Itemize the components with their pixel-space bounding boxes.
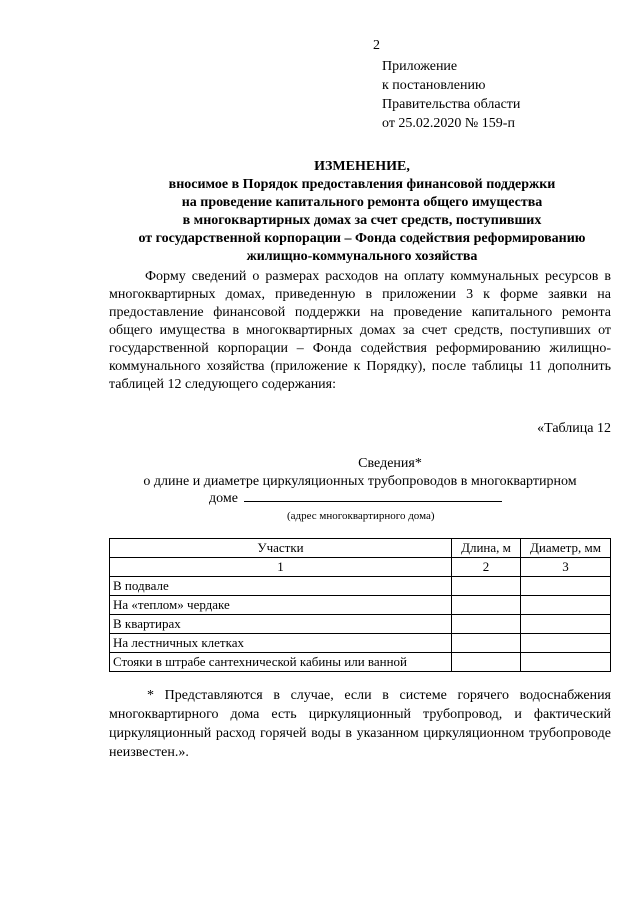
table-number-row (110, 558, 611, 577)
svedenia-title: Сведения* (358, 456, 422, 471)
heading-line: в многоквартирных домах за счет средств, поступивших (182, 213, 542, 228)
table-cell (521, 634, 611, 653)
svedenia-subtitle: о длине и диаметре циркуляционных трубопроводов в многоквартирном (143, 474, 577, 489)
heading-line: вносимое в Порядок предоставления финансовой поддержки (168, 177, 556, 192)
footnote: * Представляются в случае, если в системе горячего водоснабжения многоквартирного дома есть циркуляционный трубопровод, и фактический циркуляционный расход горячей воды в указанном циркуляционном трубопроводе неизвестен.». (109, 688, 611, 760)
doma-label: доме (209, 491, 238, 506)
address-line (209, 489, 502, 507)
table-cell (521, 615, 611, 634)
table-label: «Таблица 12 (537, 421, 611, 436)
table-number-cell: 2 (452, 558, 521, 577)
appendix-block (382, 57, 520, 133)
table-number-cell: 3 (521, 558, 611, 577)
table-cell (452, 596, 521, 615)
heading-line: от государственной корпорации – Фонда содействия реформированию (138, 231, 586, 246)
heading-line: жилищно-коммунального хозяйства (246, 249, 478, 264)
body-paragraph: Форму сведений о размерах расходов на оплату коммунальных ресурсов в многоквартирных домах, приведенную в приложении 3 к форме заявки на предоставление финансовой поддержки на проведение капитального ремонта общего имущества в многоквартирных домах за счет средств, поступивших от государственной корпорации – Фонда содействия реформированию жилищно-коммунального хозяйства (приложение к Порядку), после таблицы 11 дополнить таблицей 12 следующего содержания: (109, 269, 611, 392)
table-header-row (110, 539, 611, 558)
table-row (110, 577, 611, 596)
table-row (110, 615, 611, 634)
heading-line: на проведение капитального ремонта общего имущества (181, 195, 543, 210)
table-cell (452, 615, 521, 634)
appendix-line: Правительства области (382, 97, 521, 112)
table-cell: На лестничных клетках (110, 634, 452, 653)
table-row (110, 634, 611, 653)
page-number: 2 (373, 38, 380, 53)
table-row (110, 653, 611, 672)
document-heading (60, 158, 640, 266)
table-cell (452, 653, 521, 672)
table-cell (521, 596, 611, 615)
address-caption: (адрес многоквартирного дома) (287, 510, 435, 522)
address-blank (244, 489, 502, 502)
table-cell: На «теплом» чердаке (110, 596, 452, 615)
appendix-line: Приложение (382, 59, 458, 74)
pipes-table (109, 538, 611, 672)
table-cell: В подвале (110, 577, 452, 596)
table-cell (521, 577, 611, 596)
svedenia-block (109, 455, 611, 491)
table-header-cell: Длина, м (452, 539, 521, 558)
table-cell: Стояки в штрабе сантехнической кабины или ванной (110, 653, 452, 672)
table-cell (452, 577, 521, 596)
table-row (110, 596, 611, 615)
appendix-line: к постановлению (382, 78, 486, 93)
table-cell (521, 653, 611, 672)
table-cell (452, 634, 521, 653)
appendix-line: от 25.02.2020 № 159-п (382, 116, 515, 131)
heading-line: ИЗМЕНЕНИЕ, (314, 159, 410, 174)
table-number-cell: 1 (110, 558, 452, 577)
table-cell: В квартирах (110, 615, 452, 634)
table-header-cell: Диаметр, мм (521, 539, 611, 558)
table-header-cell: Участки (110, 539, 452, 558)
